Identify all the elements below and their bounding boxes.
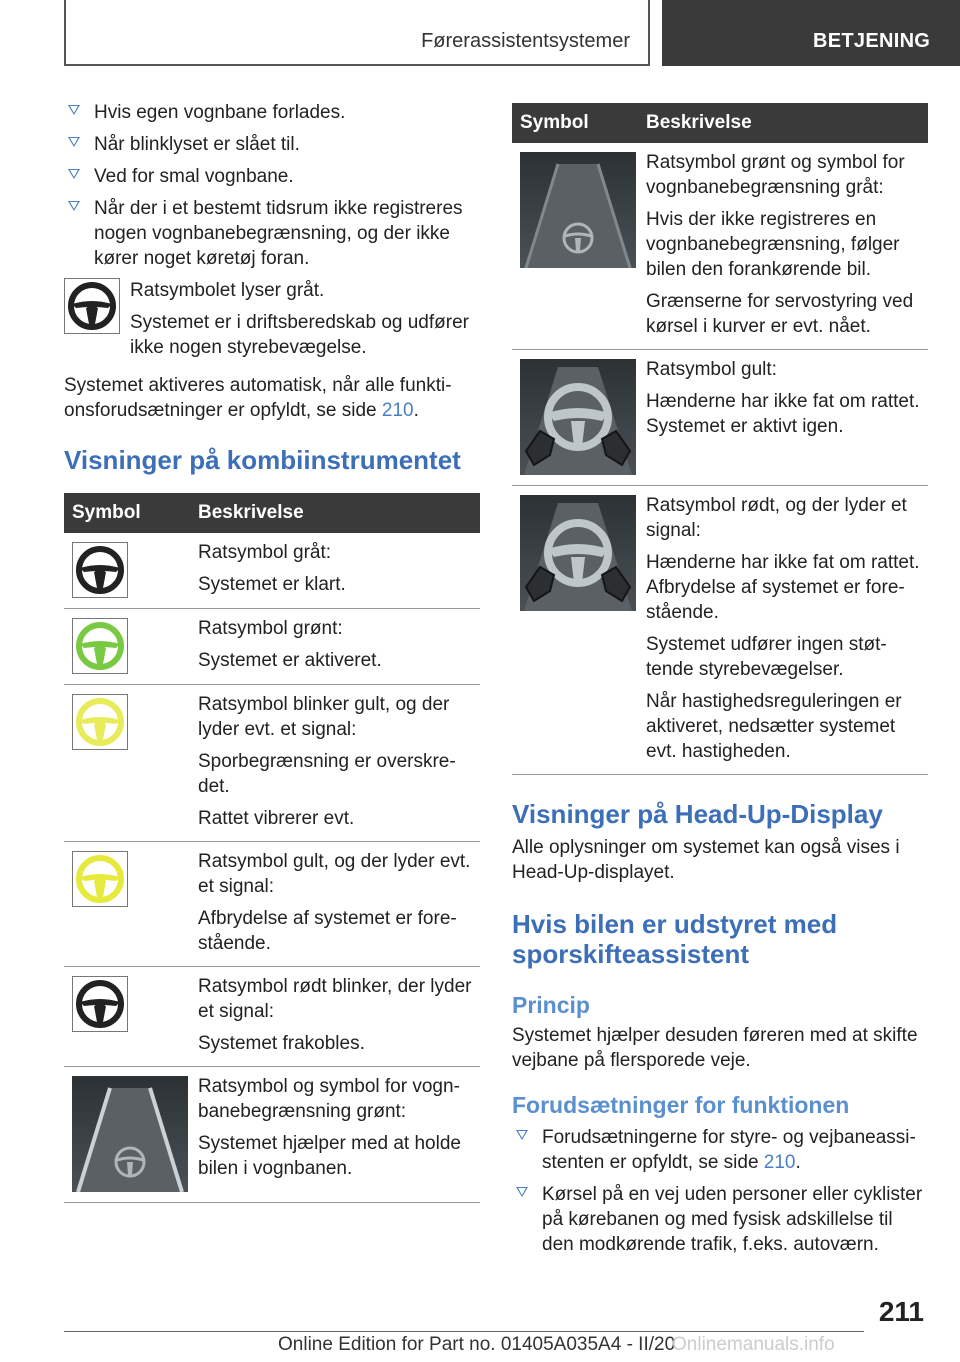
table-row: Ratsymbol gult: Hænderne har ikke fat om rattet. Systemet er aktivt igen. bbox=[512, 350, 928, 486]
col-header-symbol: Symbol bbox=[512, 103, 636, 143]
hands-off-red-scene-icon bbox=[520, 495, 636, 611]
page-link[interactable]: 210 bbox=[381, 400, 414, 421]
bullet-arrow-icon bbox=[68, 137, 80, 147]
display-symbol-table bbox=[512, 103, 928, 775]
bullet-arrow-icon bbox=[68, 169, 80, 179]
table-row: Ratsymbol grønt: Systemet er aktiveret. bbox=[64, 609, 480, 685]
section-heading-lane-change: Hvis bilen er udstyret med sporskifteassistent bbox=[512, 909, 838, 969]
table-row: Ratsymbol og symbol for vognbanebegrænsning grønt: Systemet hjælper med at holde bilen i vognbanen. bbox=[64, 1067, 480, 1203]
chapter-tab bbox=[662, 0, 960, 66]
table-row: Ratsymbol gult, og der lyder evt. et signal: Afbrydelse af systemet er forestående. bbox=[64, 842, 480, 967]
subheading-principle: Princip bbox=[512, 992, 590, 1018]
watermark: Onlinemanuals.info bbox=[672, 1334, 835, 1355]
activation-paragraph: Systemet aktiveres automatisk, når alle funktionsforudsætninger er opfyldt, se side 210. bbox=[64, 375, 452, 421]
subheading-requirements: Forudsætninger for funktionen bbox=[512, 1092, 850, 1118]
hud-paragraph: Alle oplysninger om systemet kan også vises i Head-Up-displayet. bbox=[512, 837, 900, 883]
instrument-symbol-table bbox=[64, 493, 480, 1203]
section-heading-hud: Visninger på Head-Up-Display bbox=[512, 799, 883, 829]
icon-note-line2: Systemet er i driftsberedskab og udfører ikke nogen styrebevægelse. bbox=[130, 312, 469, 358]
condition-list bbox=[64, 100, 480, 271]
steering-wheel-red-blinking-icon bbox=[72, 976, 128, 1032]
steering-wheel-green-icon bbox=[72, 618, 128, 674]
section-heading-instrument: Visninger på kombiinstrumentet bbox=[64, 445, 461, 475]
page-header bbox=[0, 0, 960, 68]
page-link[interactable]: 210 bbox=[763, 1152, 796, 1173]
col-header-description: Beskrivelse bbox=[636, 103, 928, 143]
section-title: Førerassistentsystemer bbox=[421, 30, 630, 52]
left-column bbox=[64, 100, 480, 1203]
list-item: Hvis egen vognbane forlades. bbox=[64, 100, 480, 125]
list-item: Når blinklyset er slået til. bbox=[64, 132, 480, 157]
footer-divider bbox=[64, 1331, 864, 1332]
table-row: Ratsymbol blinker gult, og der lyder evt. et signal: Sporbegrænsning er overskredet. Rattet vibrerer evt. bbox=[64, 685, 480, 842]
hands-off-yellow-scene-icon bbox=[520, 359, 636, 475]
steering-wheel-grey-icon bbox=[64, 278, 120, 334]
principle-paragraph: Systemet hjælper desuden føreren med at skifte vejbane på flersporede veje. bbox=[512, 1025, 918, 1071]
steering-wheel-yellow-icon bbox=[72, 851, 128, 907]
table-row: Ratsymbol gråt: Systemet er klart. bbox=[64, 533, 480, 609]
bullet-arrow-icon bbox=[68, 201, 80, 211]
list-item: Ved for smal vognbane. bbox=[64, 164, 480, 189]
steering-wheel-grey-icon bbox=[72, 542, 128, 598]
bullet-arrow-icon bbox=[516, 1187, 528, 1197]
chapter-label: BETJENING bbox=[813, 30, 931, 52]
table-row: Ratsymbol grønt og symbol for vognbanebegrænsning gråt: Hvis der ikke registreres en vognbanebegrænsning, følger bilen den forankørende bil. Grænserne for servostyring ved kørsel i kurver er evt. nået. bbox=[512, 143, 928, 350]
steering-wheel-yellow-blinking-icon bbox=[72, 694, 128, 750]
page-number: 211 bbox=[878, 1296, 924, 1327]
table-row: Ratsymbol rødt blinker, der lyder et signal: Systemet frakobles. bbox=[64, 967, 480, 1067]
list-item: Forudsætningerne for styre- og vejbaneassistenten er opfyldt, se side 210. bbox=[512, 1125, 928, 1175]
icon-note-line1: Ratsymbolet lyser gråt. bbox=[130, 280, 325, 301]
col-header-symbol: Symbol bbox=[64, 493, 188, 533]
lane-boundary-follow-scene-icon bbox=[520, 152, 636, 268]
list-item: Når der i et bestemt tidsrum ikke registreres nogen vognbanebegrænsning, og der ikke kører noget køretøj foran. bbox=[64, 196, 480, 271]
list-item: Kørsel på en vej uden personer eller cyklister på kørebanen og med fysisk adskillelse til den modkørende trafik, f.eks. autoværn. bbox=[512, 1182, 928, 1257]
bullet-arrow-icon bbox=[68, 105, 80, 115]
right-column bbox=[512, 103, 928, 1264]
lane-boundary-scene-icon bbox=[72, 1076, 188, 1192]
col-header-description: Beskrivelse bbox=[188, 493, 480, 533]
requirements-list bbox=[512, 1125, 928, 1257]
table-row: Ratsymbol rødt, og der lyder et signal: Hænderne har ikke fat om rattet. Afbrydelse af systemet er forestående. Systemet udfører ingen støttende styrebevægelser. Når hastighedsreguleringen er aktiveret, nedsætter systemet evt. hastigheden. bbox=[512, 486, 928, 775]
edition-note: Online Edition for Part no. 01405A035A4 - II/20 bbox=[278, 1334, 676, 1355]
bullet-arrow-icon bbox=[516, 1130, 528, 1140]
icon-note bbox=[64, 278, 480, 367]
